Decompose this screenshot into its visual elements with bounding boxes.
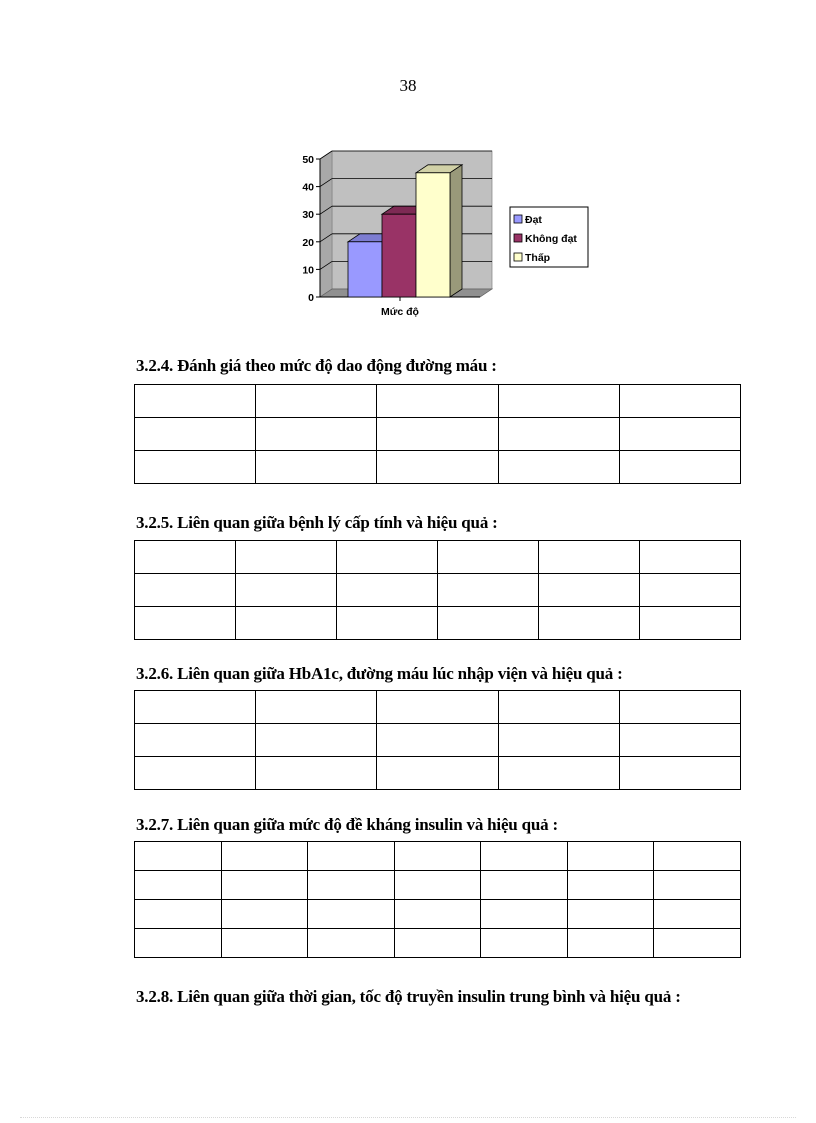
table-cell <box>654 929 741 958</box>
page-bottom-rule <box>20 1117 796 1118</box>
table-cell <box>539 541 640 574</box>
table-cell <box>308 842 395 871</box>
table-cell <box>619 385 740 418</box>
table-row <box>135 451 741 484</box>
table-cell <box>377 724 498 757</box>
table-3-2-4 <box>134 384 741 484</box>
section-heading-3-2-6: 3.2.6. Liên quan giữa HbA1c, đường máu lúc nhập viện và hiệu quả : <box>136 664 623 683</box>
table-cell <box>377 418 498 451</box>
table-row <box>135 871 741 900</box>
legend-label: Không đạt <box>525 233 577 245</box>
table-cell <box>337 574 438 607</box>
table-cell <box>619 691 740 724</box>
section-heading-3-2-7: 3.2.7. Liên quan giữa mức độ đề kháng insulin và hiệu quả : <box>136 815 558 834</box>
table-cell <box>619 418 740 451</box>
y-tick-label: 20 <box>302 236 314 249</box>
table-cell <box>135 900 222 929</box>
table-cell <box>481 929 568 958</box>
table-cell <box>377 691 498 724</box>
table-row <box>135 607 741 640</box>
table-cell <box>135 929 222 958</box>
table-cell <box>498 451 619 484</box>
table-cell <box>308 871 395 900</box>
table-cell <box>567 842 654 871</box>
y-tick-label: 50 <box>302 154 314 166</box>
page-number: 38 <box>399 76 417 95</box>
table-cell <box>135 574 236 607</box>
table-cell <box>640 607 741 640</box>
table-cell <box>498 691 619 724</box>
table-cell <box>619 451 740 484</box>
table-cell <box>337 607 438 640</box>
bar-1 <box>348 242 382 297</box>
table-cell <box>640 574 741 607</box>
table-cell <box>438 607 539 640</box>
table-cell <box>221 900 308 929</box>
table-cell <box>481 871 568 900</box>
table-cell <box>256 418 377 451</box>
chart-side-wall <box>320 151 332 297</box>
table-cell <box>221 842 308 871</box>
table-cell <box>256 385 377 418</box>
table-cell <box>394 871 481 900</box>
table-row <box>135 418 741 451</box>
y-tick-label: 10 <box>302 264 314 277</box>
table-cell <box>135 842 222 871</box>
table-cell <box>567 871 654 900</box>
table-row <box>135 385 741 418</box>
table-cell <box>481 900 568 929</box>
bar-3 <box>416 173 450 297</box>
table-cell <box>308 929 395 958</box>
table-row <box>135 929 741 958</box>
table-3-2-6 <box>134 690 741 790</box>
table-cell <box>654 842 741 871</box>
section-heading-3-2-8: 3.2.8. Liên quan giữa thời gian, tốc độ truyền insulin trung bình và hiệu quả : <box>136 987 681 1006</box>
table-cell <box>394 842 481 871</box>
bar-2 <box>382 214 416 297</box>
legend-label: Thấp <box>525 252 551 264</box>
table-cell <box>498 724 619 757</box>
table-cell <box>308 900 395 929</box>
table-cell <box>567 929 654 958</box>
table-cell <box>135 724 256 757</box>
y-tick-label: 0 <box>308 292 314 304</box>
table-cell <box>498 385 619 418</box>
table-cell <box>256 757 377 790</box>
table-row <box>135 691 741 724</box>
table-cell <box>135 451 256 484</box>
table-cell <box>377 385 498 418</box>
table-cell <box>377 757 498 790</box>
table-cell <box>438 541 539 574</box>
table-cell <box>498 757 619 790</box>
table-cell <box>394 900 481 929</box>
table-cell <box>654 900 741 929</box>
table-cell <box>337 541 438 574</box>
legend-swatch <box>514 234 522 242</box>
table-cell <box>394 929 481 958</box>
table-cell <box>135 418 256 451</box>
table-cell <box>236 541 337 574</box>
table-3-2-5 <box>134 540 741 640</box>
table-cell <box>619 757 740 790</box>
table-cell <box>256 451 377 484</box>
bar-chart <box>290 145 600 325</box>
table-cell <box>481 842 568 871</box>
table-cell <box>438 574 539 607</box>
x-tick-label: Mức độ <box>381 306 419 318</box>
table-3-2-7 <box>134 841 741 958</box>
table-cell <box>135 541 236 574</box>
table-cell <box>221 871 308 900</box>
table-row <box>135 842 741 871</box>
table-cell <box>236 574 337 607</box>
table-cell <box>135 757 256 790</box>
table-cell <box>221 929 308 958</box>
table-row <box>135 900 741 929</box>
table-cell <box>654 871 741 900</box>
table-cell <box>236 607 337 640</box>
table-cell <box>135 385 256 418</box>
table-cell <box>619 724 740 757</box>
table-cell <box>256 724 377 757</box>
legend-swatch <box>514 215 522 223</box>
table-cell <box>256 691 377 724</box>
table-cell <box>539 574 640 607</box>
table-cell <box>135 691 256 724</box>
legend-label: Đạt <box>525 214 542 226</box>
table-row <box>135 757 741 790</box>
table-row <box>135 574 741 607</box>
section-heading-3-2-4: 3.2.4. Đánh giá theo mức độ dao động đường máu : <box>136 356 497 375</box>
table-cell <box>498 418 619 451</box>
table-row <box>135 541 741 574</box>
table-cell <box>377 451 498 484</box>
section-heading-3-2-5: 3.2.5. Liên quan giữa bệnh lý cấp tính và hiệu quả : <box>136 513 498 532</box>
table-row <box>135 724 741 757</box>
table-cell <box>567 900 654 929</box>
table-cell <box>135 607 236 640</box>
table-cell <box>539 607 640 640</box>
table-cell <box>135 871 222 900</box>
y-tick-label: 40 <box>302 181 314 194</box>
bar-side-3 <box>450 165 462 297</box>
legend-swatch <box>514 253 522 261</box>
table-cell <box>640 541 741 574</box>
y-tick-label: 30 <box>302 209 314 222</box>
